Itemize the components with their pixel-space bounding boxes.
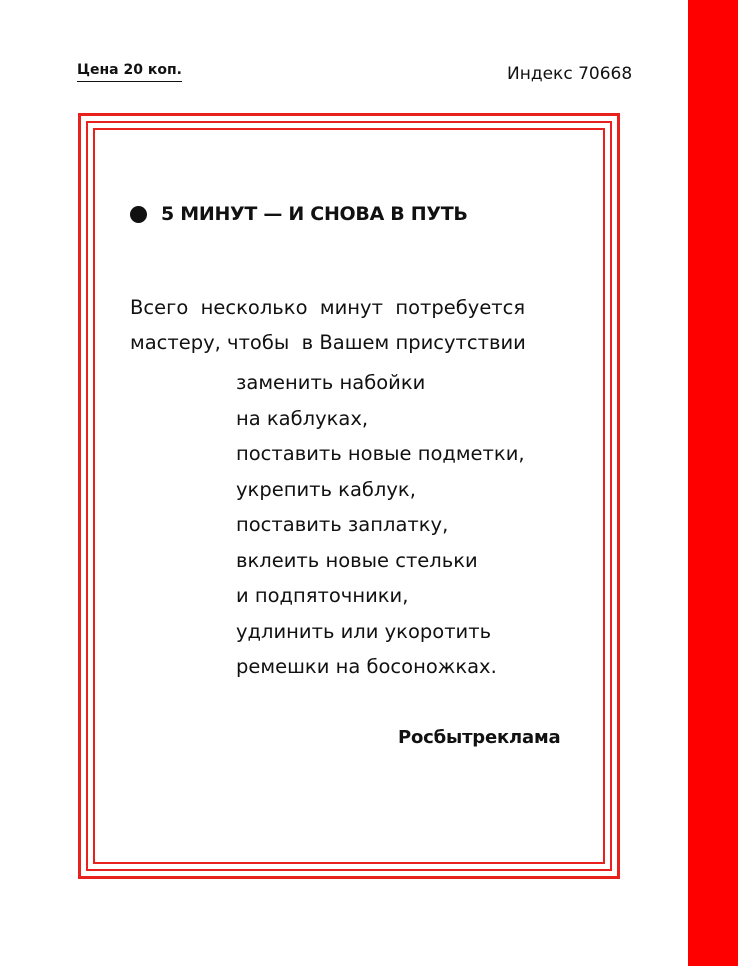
advertiser-signature: Росбытреклама xyxy=(398,727,561,748)
index-label: Индекс 70668 xyxy=(507,64,633,84)
intro-line: Всего несколько минут потребуется xyxy=(130,296,526,319)
service-line: укрепить каблук, xyxy=(236,477,416,501)
service-line: вклеить новые стельки xyxy=(236,548,478,572)
red-edge-strip xyxy=(688,0,738,966)
intro-line: мастеру, чтобы в Вашем присутствии xyxy=(130,331,526,354)
price-label: Цена 20 коп. xyxy=(77,62,182,82)
service-line: заменить набойки xyxy=(236,371,426,394)
service-line: поставить заплатку, xyxy=(236,513,449,536)
ad-headline xyxy=(130,203,468,225)
bullet-dot-icon xyxy=(130,206,147,223)
service-line: поставить новые подметки, xyxy=(236,442,525,465)
headline-text: 5 МИНУТ — И СНОВА В ПУТЬ xyxy=(161,203,468,225)
service-line: на каблуках, xyxy=(236,406,369,430)
service-line: удлинить или укоротить xyxy=(236,619,492,643)
intro-paragraph xyxy=(130,290,590,360)
service-line: ремешки на босоножках. xyxy=(236,655,497,678)
services-list xyxy=(236,365,525,685)
service-line: и подпяточники, xyxy=(236,584,409,607)
